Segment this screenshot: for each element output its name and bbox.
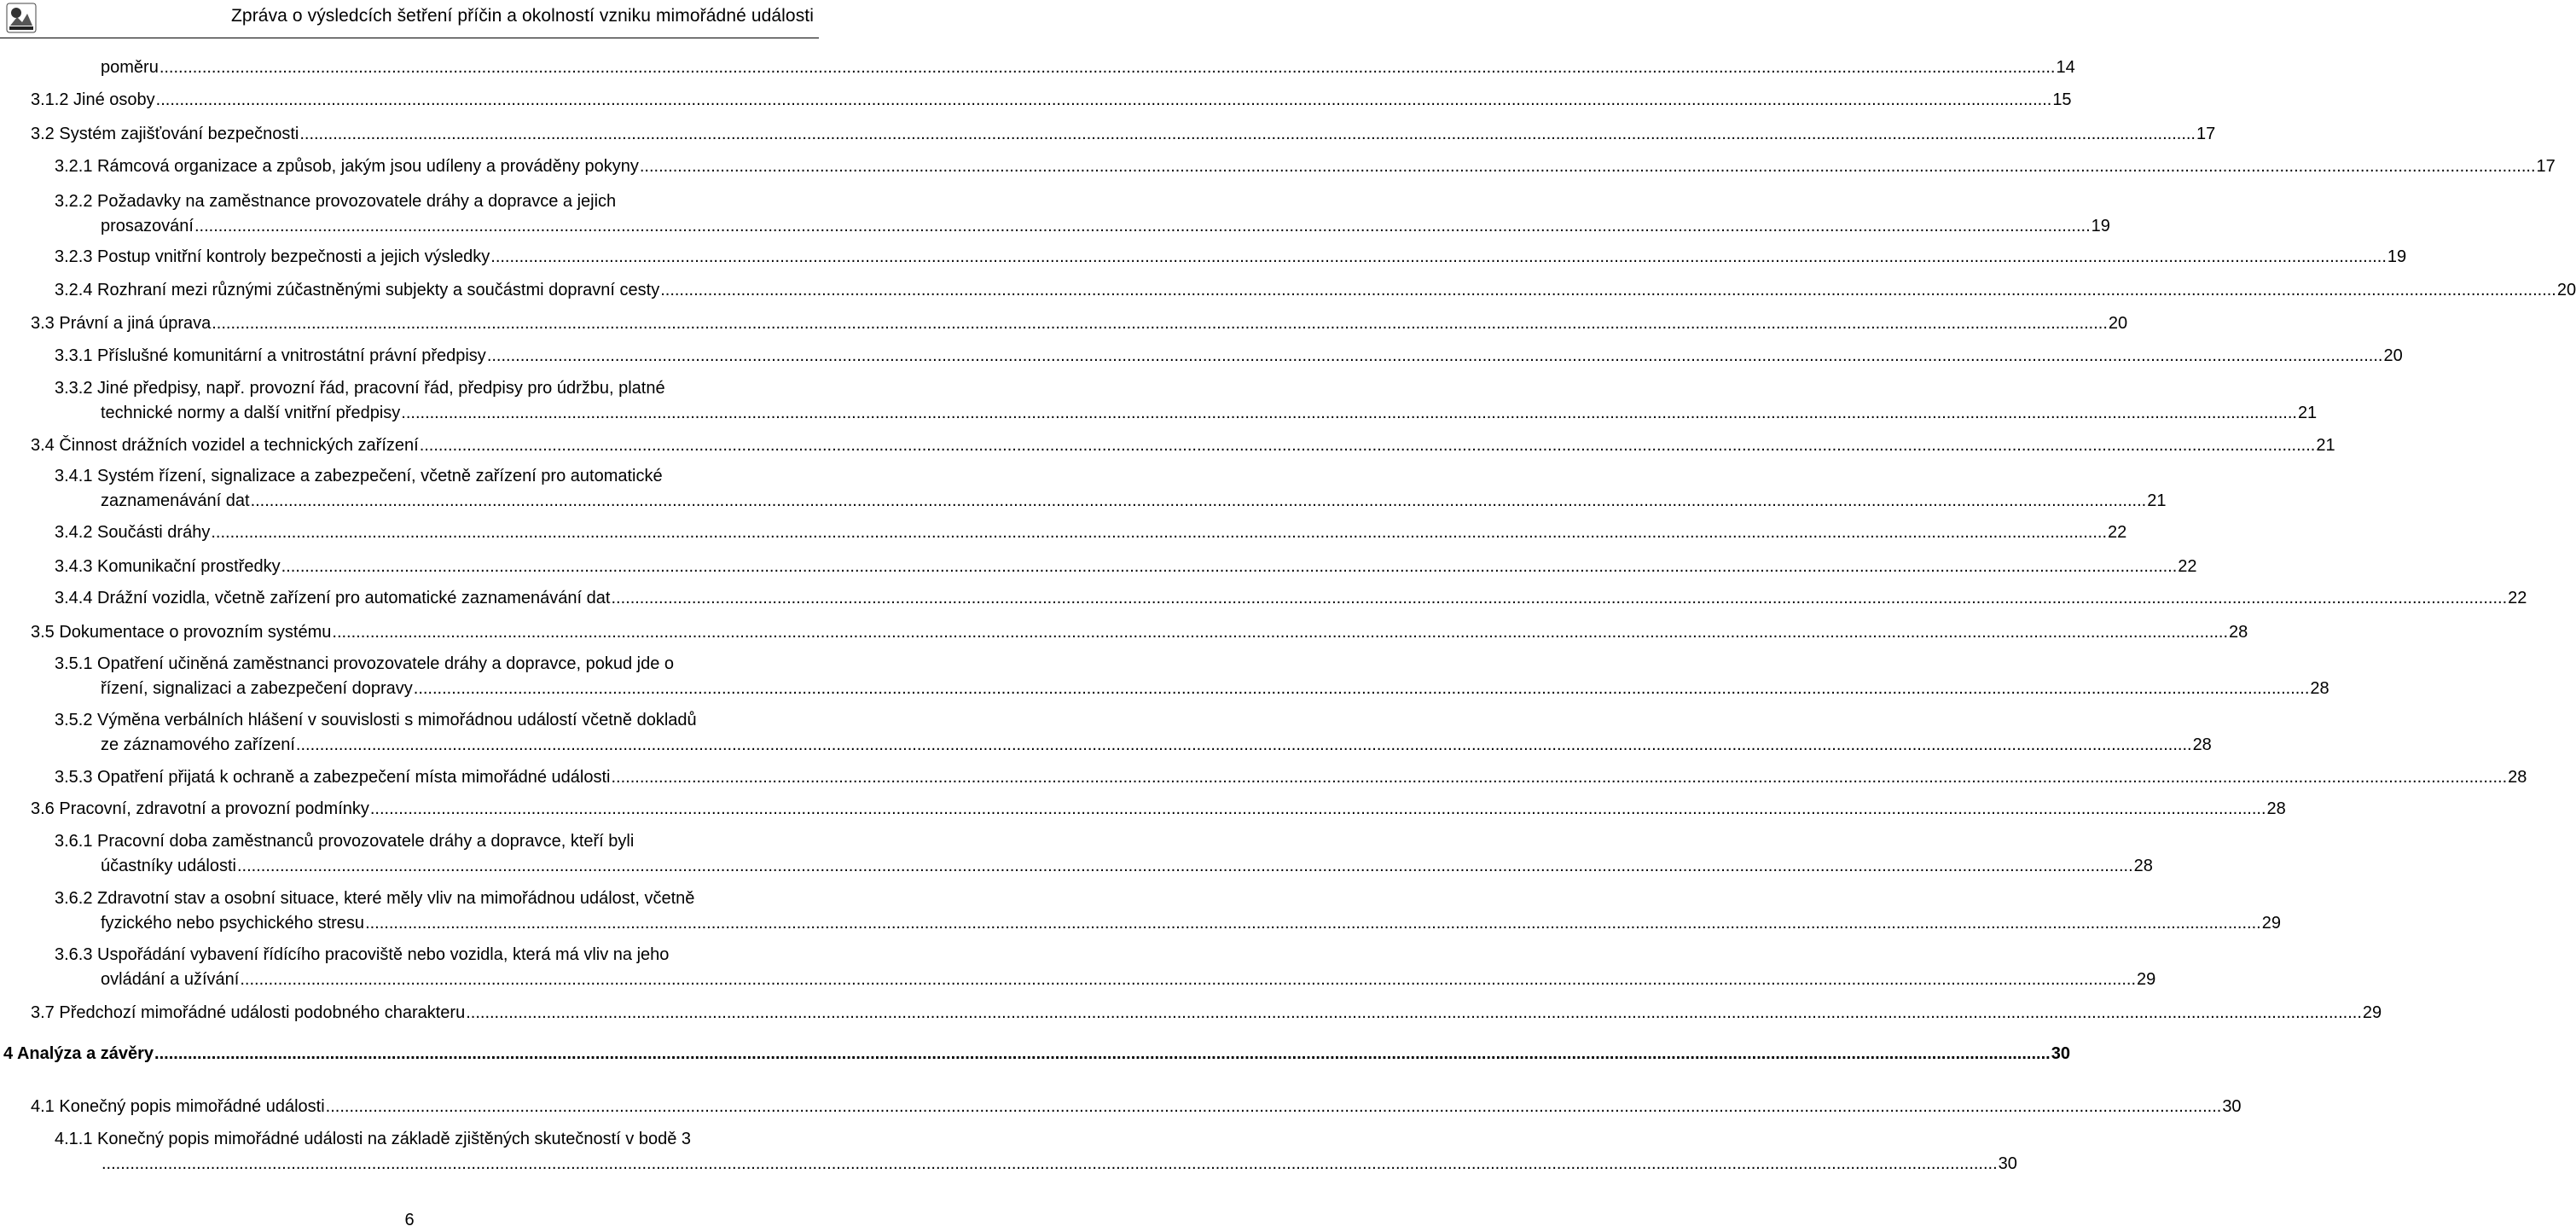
dot-leader: ................................................................................................................................................................................................................................................................................................................................................................................................................ (332, 623, 2229, 642)
toc-page-number: 30 (2222, 1097, 2242, 1116)
toc-entry-title: účastníky události (101, 857, 236, 875)
toc-entry[interactable] (55, 653, 2329, 700)
toc-entry-title: 3.4.1 Systém řízení, signalizace a zabezpečení, včetně zařízení pro automatické (55, 467, 663, 485)
toc-entry[interactable] (55, 587, 2527, 609)
toc-page-number: 17 (2536, 157, 2556, 176)
toc-entry-title: technické normy a další vnitřní předpisy (101, 404, 401, 422)
toc-page-number: 20 (2108, 314, 2128, 333)
toc-entry-title: 3.6.3 Uspořádání vybavení řídícího pracoviště nebo vozidla, která má vliv na jeho (55, 945, 670, 964)
dot-leader: ................................................................................................................................................................................................................................................................................................................................................................................................................ (486, 346, 2383, 365)
dot-leader: ................................................................................................................................................................................................................................................................................................................................................................................................................ (611, 589, 2508, 607)
toc-entry[interactable] (55, 246, 2407, 268)
dot-leader: ................................................................................................................................................................................................................................................................................................................................................................................................................ (490, 247, 2387, 266)
dot-leader: ................................................................................................................................................................................................................................................................................................................................................................................................................ (419, 436, 2316, 455)
toc-entry[interactable] (55, 279, 2576, 301)
toc-page-number: 20 (2383, 346, 2403, 365)
dot-leader: ................................................................................................................................................................................................................................................................................................................................................................................................................ (365, 914, 2261, 933)
toc-entry-title: 3.5.1 Opatření učiněná zaměstnanci provozovatele dráhy a dopravce, pokud jde o (55, 654, 675, 673)
dot-leader: ................................................................................................................................................................................................................................................................................................................................................................................................................ (295, 735, 2192, 754)
dot-leader: ................................................................................................................................................................................................................................................................................................................................................................................................................ (250, 491, 2147, 510)
dot-leader: ................................................................................................................................................................................................................................................................................................................................................................................................................ (194, 217, 2091, 235)
toc-page-number: 28 (2229, 623, 2248, 642)
toc-entry-title: 4 Analýza a závěry (3, 1044, 154, 1063)
toc-entry-title: 3.4.3 Komunikační prostředky (55, 557, 281, 576)
dot-leader: ................................................................................................................................................................................................................................................................................................................................................................................................................ (236, 857, 2133, 875)
toc-entry-title: 3.5.3 Opatření přijatá k ochraně a zabezpečení místa mimořádné události (55, 768, 611, 787)
dot-leader: ................................................................................................................................................................................................................................................................................................................................................................................................................ (281, 557, 2178, 576)
toc-entry[interactable] (55, 345, 2403, 367)
toc-entry-title: zaznamenávání dat (101, 491, 250, 510)
toc-entry-title: 3.6.2 Zdravotní stav a osobní situace, které měly vliv na mimořádnou událost, včetně (55, 889, 695, 908)
dot-leader: ................................................................................................................................................................................................................................................................................................................................................................................................................ (240, 970, 2136, 989)
toc-entry[interactable] (31, 312, 2128, 334)
toc-page-number: 28 (2508, 768, 2527, 787)
dot-leader: ................................................................................................................................................................................................................................................................................................................................................................................................................ (154, 1044, 2051, 1063)
toc-entry-title: 3.5.2 Výměna verbálních hlášení v souvislosti s mimořádnou událostí včetně dokladů (55, 711, 697, 729)
toc-entry-title: 3.4.2 Součásti dráhy (55, 523, 211, 542)
toc-entry-title: fyzického nebo psychického stresu (101, 914, 365, 933)
toc-page-number: 15 (2052, 90, 2072, 109)
toc-page-number: 22 (2178, 557, 2197, 576)
toc-entry[interactable] (55, 944, 2156, 991)
toc-entry-title: 3.3 Právní a jiná úprava (31, 314, 212, 333)
dot-leader: ................................................................................................................................................................................................................................................................................................................................................................................................................ (325, 1097, 2222, 1116)
toc-page-number: 30 (1998, 1154, 2017, 1173)
toc-entry-title: 4.1 Konečný popis mimořádné události (31, 1097, 325, 1116)
toc-page-number: 29 (2362, 1003, 2382, 1022)
dot-leader: ................................................................................................................................................................................................................................................................................................................................................................................................................ (155, 90, 2052, 109)
toc-entry[interactable] (55, 377, 2318, 424)
toc-page-number: 30 (2051, 1044, 2070, 1063)
toc-entry[interactable] (55, 887, 2281, 934)
toc-entry[interactable] (55, 521, 2127, 543)
toc-entry[interactable] (101, 56, 2075, 78)
toc-entry[interactable] (55, 1128, 2017, 1175)
toc-entry-title: 3.2.3 Postup vnitřní kontroly bezpečnosti a jejich výsledky (55, 247, 490, 266)
toc-entry[interactable] (31, 1095, 2242, 1118)
toc-entry-title: 3.2.4 Rozhraní mezi různými zúčastněnými subjekty a součástmi dopravní cesty (55, 281, 660, 299)
toc-page-number: 28 (2133, 857, 2153, 875)
toc-entry[interactable] (55, 709, 2212, 756)
dot-leader: ................................................................................................................................................................................................................................................................................................................................................................................................................ (466, 1003, 2362, 1022)
dot-leader: ................................................................................................................................................................................................................................................................................................................................................................................................................ (413, 679, 2310, 698)
toc-entry-title: 3.3.1 Příslušné komunitární a vnitrostátní právní předpisy (55, 346, 486, 365)
toc-page-number: 19 (2091, 217, 2110, 235)
toc-entry-title: 3.4 Činnost drážních vozidel a technických zařízení (31, 436, 419, 455)
toc-page-number: 22 (2108, 523, 2127, 542)
toc-page-number: 28 (2266, 799, 2286, 818)
toc-entry-title: 4.1.1 Konečný popis mimořádné události na základě zjištěných skutečností v bodě 3 (55, 1130, 691, 1148)
page-number: 6 (404, 1211, 415, 1229)
toc-entry[interactable] (55, 766, 2527, 788)
toc-page-number: 21 (2297, 404, 2318, 422)
toc-page-number: 28 (2192, 735, 2212, 754)
toc-entry[interactable] (55, 555, 2197, 578)
dot-leader: ................................................................................................................................................................................................................................................................................................................................................................................................................ (159, 58, 2056, 77)
dot-leader: ................................................................................................................................................................................................................................................................................................................................................................................................................ (102, 1154, 1998, 1173)
toc-entry[interactable] (31, 434, 2335, 456)
toc-page-number: 17 (2196, 125, 2216, 143)
toc-entry[interactable] (31, 621, 2248, 643)
toc-entry[interactable] (3, 1043, 2070, 1065)
toc-entry-title: 3.7 Předchozí mimořádné události podobného charakteru (31, 1003, 466, 1022)
toc-page-number: 29 (2137, 970, 2156, 989)
toc-entry-title: 3.6.1 Pracovní doba zaměstnanců provozovatele dráhy a dopravce, kteří byli (55, 832, 635, 851)
toc-page-number: 29 (2261, 914, 2281, 933)
toc-page-number: 19 (2387, 247, 2407, 266)
toc-entry[interactable] (55, 830, 2153, 877)
toc-entry[interactable] (31, 1002, 2382, 1024)
toc-entry-title: ze záznamového zařízení (101, 735, 295, 754)
dot-leader: ................................................................................................................................................................................................................................................................................................................................................................................................................ (401, 404, 2297, 422)
dot-leader: ................................................................................................................................................................................................................................................................................................................................................................................................................ (660, 281, 2556, 299)
dot-leader: ................................................................................................................................................................................................................................................................................................................................................................................................................ (299, 125, 2196, 143)
toc-entry-title: 3.2.1 Rámcová organizace a způsob, jakým jsou udíleny a prováděny pokyny (55, 157, 639, 176)
toc-entry-title: 3.1.2 Jiné osoby (31, 90, 155, 109)
toc-entry[interactable] (31, 123, 2216, 145)
toc-entry-title: poměru (101, 58, 159, 77)
dot-leader: ................................................................................................................................................................................................................................................................................................................................................................................................................ (639, 157, 2536, 176)
toc-page-number: 28 (2310, 679, 2329, 698)
toc-entry-title: prosazování (101, 217, 194, 235)
dot-leader: ................................................................................................................................................................................................................................................................................................................................................................................................................ (212, 314, 2108, 333)
dot-leader: ................................................................................................................................................................................................................................................................................................................................................................................................................ (369, 799, 2266, 818)
toc-entry-title: 3.2.2 Požadavky na zaměstnance provozovatele dráhy a dopravce a jejich (55, 192, 617, 211)
toc-page-number: 22 (2508, 589, 2527, 607)
toc-entry-title: 3.3.2 Jiné předpisy, např. provozní řád, pracovní řád, předpisy pro údržbu, platné (55, 379, 665, 398)
toc-entry-title: řízení, signalizaci a zabezpečení dopravy (101, 679, 413, 698)
toc-entry-title: 3.2 Systém zajišťování bezpečnosti (31, 125, 299, 143)
toc-entry[interactable] (31, 798, 2286, 820)
toc-entry[interactable] (55, 155, 2556, 177)
toc-entry-title: 3.4.4 Drážní vozidla, včetně zařízení pro automatické zaznamenávání dat (55, 589, 611, 607)
toc-page-number: 20 (2556, 281, 2576, 299)
dot-leader: ................................................................................................................................................................................................................................................................................................................................................................................................................ (611, 768, 2508, 787)
toc-entry-title: ovládání a užívání (101, 970, 240, 989)
toc-page-number: 21 (2147, 491, 2167, 510)
toc-entry[interactable] (55, 465, 2167, 512)
toc-entry-title: 3.6 Pracovní, zdravotní a provozní podmínky (31, 799, 369, 818)
header-title: Zpráva o výsledcích šetření příčin a okolností vzniku mimořádné události (230, 6, 814, 26)
toc-entry[interactable] (55, 190, 2110, 237)
dot-leader: ................................................................................................................................................................................................................................................................................................................................................................................................................ (211, 523, 2107, 542)
toc-page-number: 21 (2316, 436, 2335, 455)
toc-entry-title: 3.5 Dokumentace o provozním systému (31, 623, 332, 642)
toc-page-number: 14 (2056, 58, 2075, 77)
toc-entry[interactable] (31, 89, 2072, 111)
